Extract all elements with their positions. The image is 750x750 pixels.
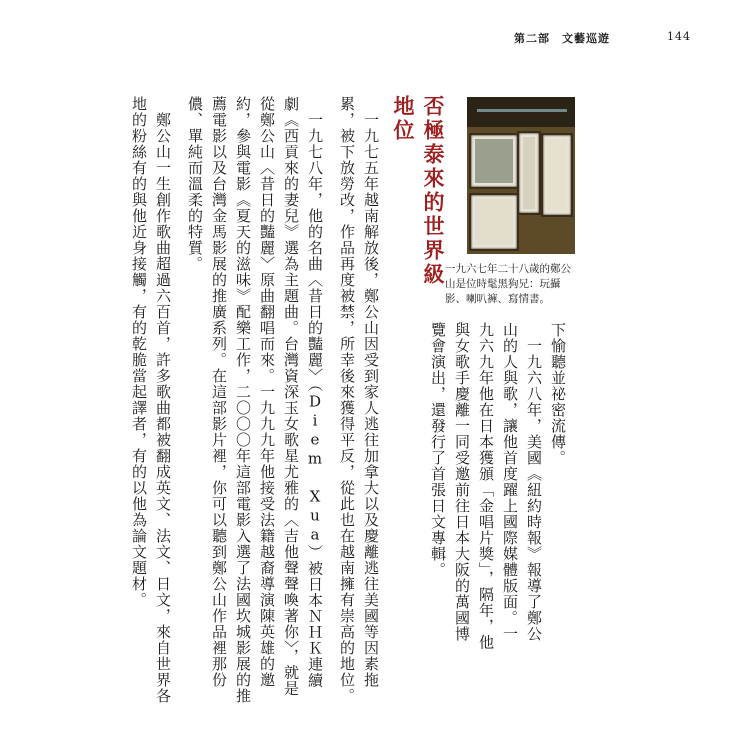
photo-frame-2	[517, 131, 541, 215]
photo-caption: 一九六七年二十八歲的鄭公山是位時髦黑狗兄：玩攝影、喇叭褲、寫情書。	[445, 263, 571, 305]
page-number: 144	[667, 30, 691, 43]
main-paragraph-2: 一九七八年，他的名曲〈昔日的豔麗〉（Diem Xua）被日本ＮＨＫ連續劇《西貢來的妻兒》選為主題曲。台灣資深玉女歌星尤雅的〈吉他聲聲喚著你〉，就是從鄭公山〈昔日的豔麗〉原曲翻唱而來。一九九九年他接受法籍越裔導演陳英雄的邀約，參與電影《夏天的滋味》配樂工作，二〇〇〇年這部電影入選了法國坎城影展的推薦電影以及台灣金馬影展的推廣系列。在這部影片裡，你可以聽到鄭公山作品裡那份儂、單純而溫柔的特質。	[186, 96, 324, 704]
running-header	[514, 30, 691, 46]
photo-frame-4	[469, 193, 519, 251]
photo-band	[467, 97, 575, 127]
main-paragraph-3: 鄭公山一生創作歌曲超過六百首，許多歌曲都被翻成英文、法文、日文，來自世界各地的粉絲有的與他近身接觸，有的乾脆當起譯者，有的以他為論文題材。	[130, 96, 172, 704]
sidebar-paragraph-2: 一九六八年，美國《紐約時報》報導了鄭公山的人與歌，讓他首度躍上國際媒體版面。一九六九年他在日本獲頒「金唱片獎」，隔年，他與女歌手慶離一同受邀前往日本大阪的萬國博覽會演出，還發行了首張日文專輯。	[429, 322, 543, 651]
sidebar-text	[426, 322, 570, 652]
photo-frame-1	[469, 133, 519, 189]
main-paragraph-1: 一九七五年越南解放後，鄭公山因受到家人逃往加拿大以及慶離逃往美國等因素拖累，被下放勞改，作品再度被禁，所幸後來獲得平反，從此也在越南擁有崇高的地位。	[338, 96, 380, 704]
main-text	[130, 96, 383, 704]
section-heading: 否極泰來的世界級地位	[391, 95, 446, 287]
sidebar-paragraph-1: 下愉聽並祕密流傳。	[549, 322, 567, 466]
chapter-title: 第二部 文藝巡遊	[514, 32, 610, 45]
photo-frame-3	[541, 133, 573, 217]
photo	[467, 97, 575, 254]
